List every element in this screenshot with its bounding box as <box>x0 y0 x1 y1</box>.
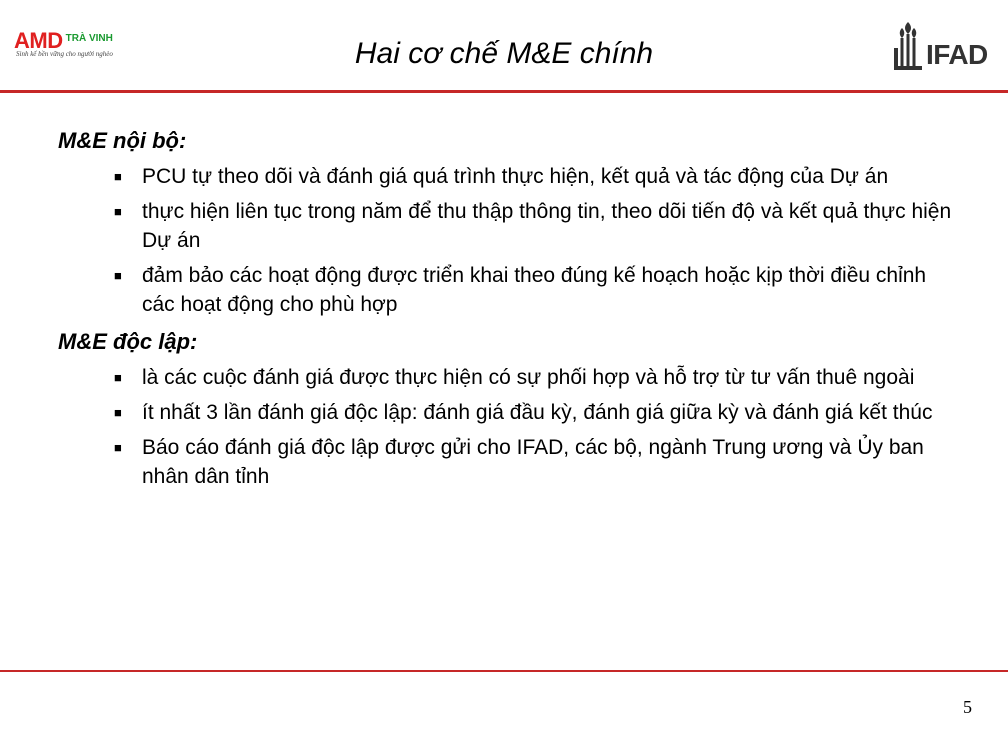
square-bullet-icon: ■ <box>114 370 122 385</box>
bullet-text: ít nhất 3 lần đánh giá độc lập: đánh giá đầu kỳ, đánh giá giữa kỳ và đánh giá kết thúc <box>142 401 933 424</box>
square-bullet-icon: ■ <box>114 204 122 219</box>
ifad-logo-text: IFAD <box>926 39 988 70</box>
bullet-text: đảm bảo các hoạt động được triển khai theo đúng kế hoạch hoặc kịp thời điều chỉnh các hoạt động cho phù hợp <box>142 264 927 316</box>
footer-rule <box>0 670 1008 672</box>
square-bullet-icon: ■ <box>114 268 122 283</box>
slide-content <box>58 126 958 499</box>
ifad-logo <box>890 18 1000 74</box>
ifad-wheat-icon <box>890 18 926 74</box>
bullet-item <box>114 162 958 191</box>
square-bullet-icon: ■ <box>114 405 122 420</box>
bullet-text: thực hiện liên tục trong năm để thu thập thông tin, theo dõi tiến độ và kết quả thực hiện Dự án <box>142 200 952 252</box>
page-number: 5 <box>963 697 972 717</box>
header-rule <box>0 90 1008 93</box>
amd-logo-text: AMD <box>14 28 63 53</box>
bullet-text: Báo cáo đánh giá độc lập được gửi cho IFAD, các bộ, ngành Trung ương và Ủy ban nhân dân tỉnh <box>142 436 924 488</box>
bullet-list-internal <box>58 162 958 319</box>
bullet-list-independent <box>58 363 958 491</box>
square-bullet-icon: ■ <box>114 440 122 455</box>
amd-logo-tagline: Sinh kế bền vững cho người nghèo <box>16 50 113 58</box>
slide-header <box>0 0 1008 92</box>
bullet-text: là các cuộc đánh giá được thực hiện có sự phối hợp và hỗ trợ từ tư vấn thuê ngoài <box>142 366 915 389</box>
bullet-item <box>114 433 958 491</box>
section-heading-independent: M&E độc lập: <box>58 329 198 354</box>
section-heading-internal: M&E nội bộ: <box>58 128 187 153</box>
bullet-text: PCU tự theo dõi và đánh giá quá trình thực hiện, kết quả và tác động của Dự án <box>142 165 889 188</box>
bullet-item <box>114 363 958 392</box>
bullet-item <box>114 197 958 255</box>
slide-title: Hai cơ chế M&E chính <box>354 37 654 70</box>
amd-logo-sub: TRÀ VINH <box>65 33 113 44</box>
bullet-item <box>114 261 958 319</box>
square-bullet-icon: ■ <box>114 169 122 184</box>
bullet-item <box>114 398 958 427</box>
